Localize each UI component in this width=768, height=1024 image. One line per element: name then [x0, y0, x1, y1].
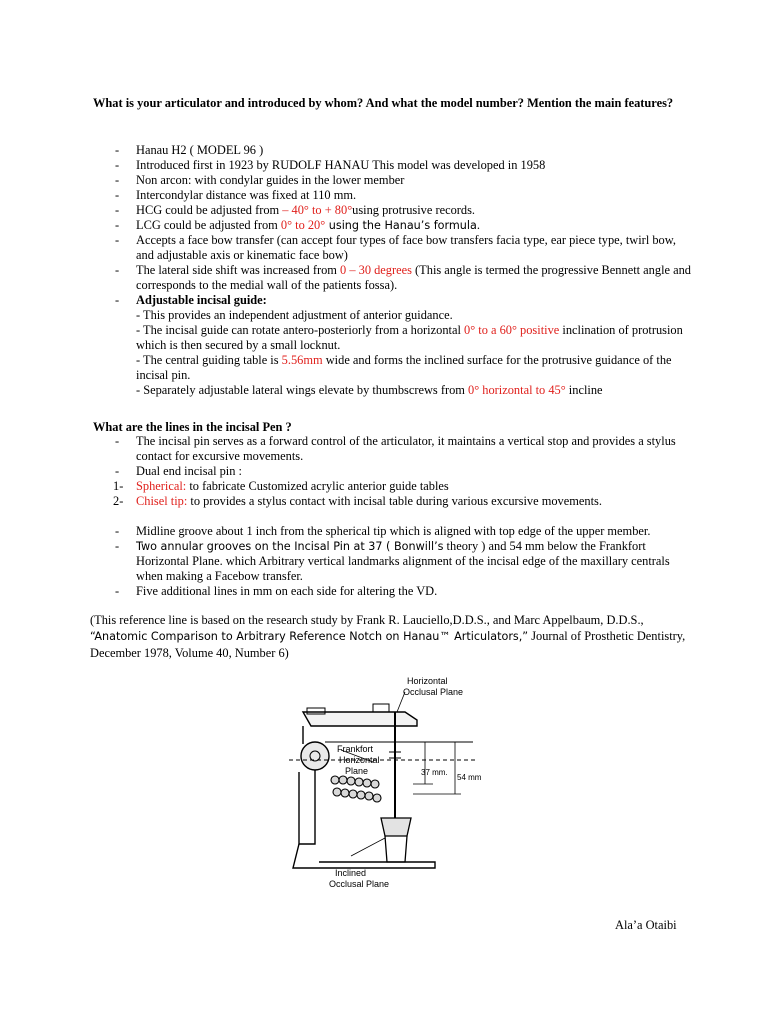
- list-item: - Intercondylar distance was fixed at 110 mm.: [115, 188, 357, 202]
- list-item: - Five additional lines in mm on each side for altering the VD.: [115, 584, 438, 598]
- label-occlusal-plane: Occlusal Plane: [403, 687, 464, 697]
- list-item: - LCG could be adjusted from 0° to 20° using the Hanau’s formula.: [115, 218, 480, 232]
- label-occlusal-plane-2: Occlusal Plane: [329, 879, 390, 889]
- label-54mm: 54 mm: [457, 773, 482, 782]
- incisal-guide-line: - The central guiding table is 5.56mm wide and forms the inclined surface for the protrusive guidance of the incisal pin.: [136, 353, 672, 382]
- articulator-diagram: [285, 668, 485, 900]
- incisal-guide-title: Adjustable incisal guide:: [136, 293, 267, 307]
- list-item: - Hanau H2 ( MODEL 96 ): [115, 143, 264, 157]
- list-item: - Dual end incisal pin :: [115, 464, 242, 478]
- list-item: - Midline groove about 1 inch from the spherical tip which is aligned with top edge of the upper member.: [115, 524, 651, 538]
- author-name: Ala’a Otaibi: [615, 918, 677, 932]
- list-item: - Non arcon: with condylar guides in the lower member: [115, 173, 405, 187]
- incisal-guide-line: - The incisal guide can rotate antero-posteriorly from a horizontal 0° to a 60° positive inclination of protrusion which is then secured by a small locknut.: [136, 323, 683, 352]
- list-item: - Two annular grooves on the Incisal Pin at 37 ( Bonwill’s theory ) and 54 mm below the Frankfort Horizontal Plane. which Arbitrary vertical landmarks alignment of the incisal edge of the maxillary centrals when making a Facebow transfer.: [115, 539, 670, 583]
- reference-note: (This reference line is based on the research study by Frank R. Lauciello,D.D.S., and Marc Appelbaum, D.D.S., “Anatomic Comparison to Arbitrary Reference Notch on Hanau™ Articulators,” Journal of Prosthetic Dentistry, December 1978, Volume 40, Number 6): [90, 613, 686, 660]
- label-frankfort: Frankfort: [337, 744, 374, 754]
- label-horizontal-2: Horizontal: [339, 755, 380, 765]
- q1-feature-list: [93, 143, 693, 398]
- question-2-heading: What are the lines in the incisal Pen ?: [93, 420, 292, 434]
- incisal-guide-line: - This provides an independent adjustment of anterior guidance.: [136, 308, 453, 322]
- incisal-guide-line: - Separately adjustable lateral wings elevate by thumbscrews from 0° horizontal to 45° incline: [136, 383, 603, 397]
- list-item: - The incisal pin serves as a forward control of the articulator, it maintains a vertical stop and provides a stylus contact for excursive movements.: [115, 434, 676, 463]
- label-37mm: 37 mm.: [421, 768, 448, 777]
- list-item: - The lateral side shift was increased from 0 – 30 degrees (This angle is termed the progressive Bennett angle and corresponds to the medial wall of the patients fossa).: [115, 263, 692, 292]
- list-item: - HCG could be adjusted from – 40° to + 80°using protrusive records.: [115, 203, 476, 217]
- list-item: 2- Chisel tip: to provides a stylus contact with incisal table during various excursive movements.: [113, 494, 602, 508]
- incisal-guide-item: - Adjustable incisal guide: - This provides an independent adjustment of anterior guidance. - The incisal guide can rotate antero-posteriorly from a horizontal 0° to a 60° positive inclination of protrusion which is then secured by a small locknut. - The central guiding table is 5.56mm wide and forms the inclined surface for the protrusive guidance of the incisal pin. - Separately adjustable lateral wings elevate by thumbscrews from 0° horizontal to 45° incline: [93, 293, 693, 398]
- list-item: 1- Spherical: to fabricate Customized acrylic anterior guide tables: [113, 479, 449, 493]
- label-inclined: Inclined: [335, 868, 367, 878]
- list-item: - Accepts a face bow transfer (can accept four types of face bow transfers facia type, ear piece type, twirl bow, and adjustable axis or kinematic face bow): [115, 233, 676, 262]
- list-item: - Introduced first in 1923 by RUDOLF HANAU This model was developed in 1958: [115, 158, 546, 172]
- label-plane: Plane: [345, 766, 369, 776]
- q2-list: [93, 434, 693, 509]
- label-horizontal: Horizontal: [407, 676, 448, 686]
- incisal-pin-lines-list: [93, 524, 693, 599]
- question-1-heading: What is your articulator and introduced by whom? And what the model number? Mention the main features?: [93, 96, 674, 110]
